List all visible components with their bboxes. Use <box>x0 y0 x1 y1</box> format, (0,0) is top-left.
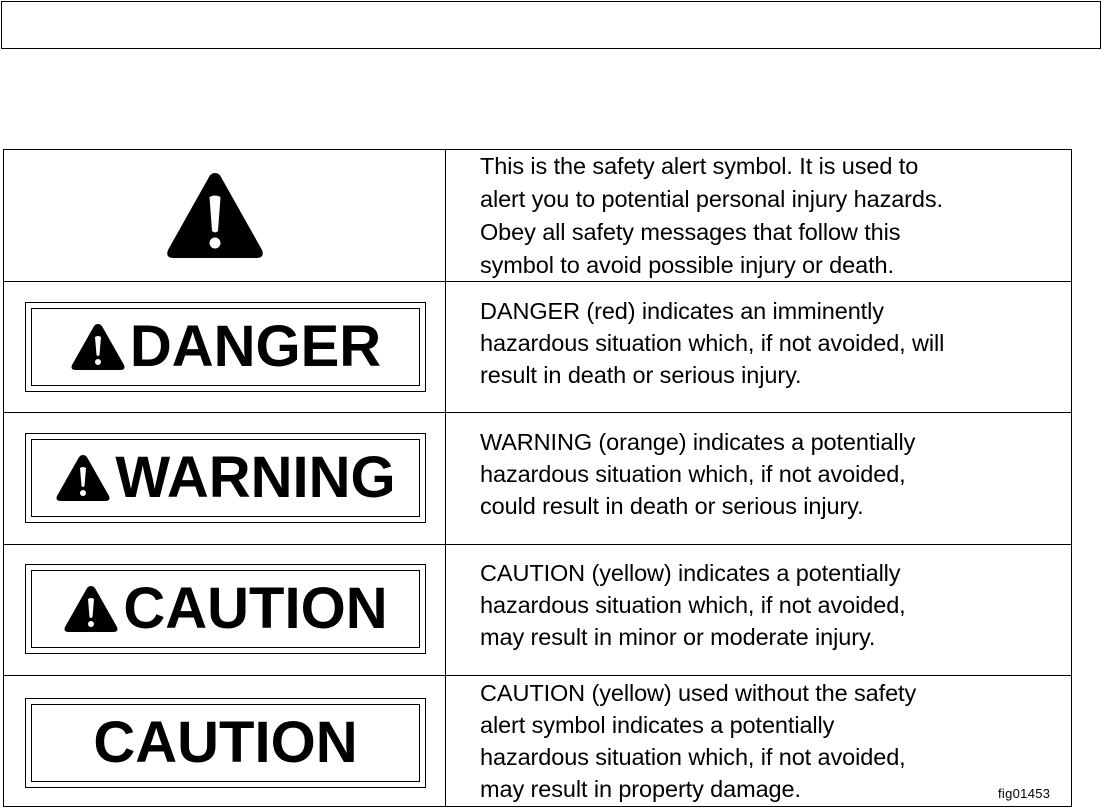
description-line: Obey all safety messages that follow this <box>480 219 901 245</box>
caution-sign <box>25 564 426 654</box>
danger-sign <box>25 302 426 392</box>
safety-alert-triangle-icon <box>70 322 126 372</box>
signal-word: WARNING <box>115 445 396 510</box>
safety-alert-triangle-icon <box>164 170 266 262</box>
description-line: This is the safety alert symbol. It is used to <box>480 153 919 179</box>
table-row-danger <box>4 281 1071 412</box>
description-cell <box>446 282 1071 412</box>
description-line: may result in property damage. <box>480 776 801 802</box>
description-line: alert you to potential personal injury hazards. <box>480 186 943 212</box>
description-line: could result in death or serious injury. <box>480 493 864 519</box>
description-line: hazardous situation which, if not avoided, <box>480 592 906 618</box>
sign-inner-border <box>31 439 420 517</box>
caution-sign-no-symbol <box>25 698 426 788</box>
description-line: WARNING (orange) indicates a potentially <box>480 429 916 455</box>
signal-word: CAUTION <box>93 710 358 775</box>
signal-word: DANGER <box>129 314 382 379</box>
safety-alert-triangle-icon <box>55 453 111 503</box>
description-line: CAUTION (yellow) indicates a potentially <box>480 560 901 586</box>
description-line: may result in minor or moderate injury. <box>480 624 876 650</box>
description-cell <box>446 413 1071 544</box>
table-row-caution-no-symbol <box>4 675 1071 808</box>
description-line: hazardous situation which, if not avoided, <box>480 461 906 487</box>
description-line: hazardous situation which, if not avoided, will <box>480 330 945 356</box>
warning-sign <box>25 433 426 523</box>
sign-inner-border <box>31 704 420 782</box>
description-line: DANGER (red) indicates an imminently <box>480 298 884 324</box>
description-line: alert symbol indicates a potentially <box>480 712 835 738</box>
symbol-cell <box>4 150 445 281</box>
sign-cell <box>4 676 445 808</box>
sign-inner-border <box>31 570 420 648</box>
sign-cell <box>4 282 445 412</box>
description-cell <box>446 545 1071 675</box>
sign-inner-border <box>31 308 420 386</box>
description-cell <box>446 676 1071 808</box>
description-line: hazardous situation which, if not avoided, <box>480 744 906 770</box>
table-row-alert-symbol <box>4 150 1071 281</box>
sign-cell <box>4 413 445 544</box>
sign-cell <box>4 545 445 675</box>
description-cell <box>446 150 1071 281</box>
safety-alert-triangle-icon <box>63 584 119 634</box>
signal-word: CAUTION <box>123 576 388 641</box>
description-line: symbol to avoid possible injury or death. <box>480 252 894 278</box>
table-row-warning <box>4 412 1071 544</box>
description-line: result in death or serious injury. <box>480 362 802 388</box>
safety-signal-table <box>3 149 1072 807</box>
description-line: CAUTION (yellow) used without the safety <box>480 680 917 706</box>
table-row-caution <box>4 544 1071 675</box>
header-box <box>1 1 1101 49</box>
figure-id: fig01453 <box>998 786 1051 801</box>
